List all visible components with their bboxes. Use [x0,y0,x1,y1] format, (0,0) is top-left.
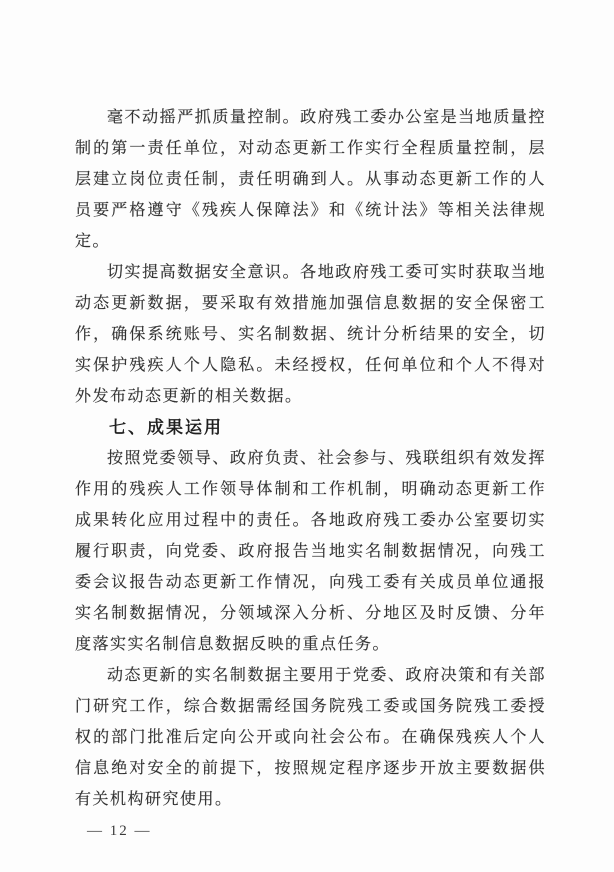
paragraph-responsibility-reporting: 按照党委领导、政府负责、社会参与、残联组织有效发挥作用的残疾人工作领导体制和工作机制，明确动态更新工作成果转化应用过程中的责任。各地政府残工委办公室要切实履行职责，向党委、政府报告当地实名制数据情况，向残工委会议报告动态更新工作情况，向残工委有关成员单位通报实名制数据情况，分领域深入分析、分地区及时反馈、分年度落实实名制信息数据反映的重点任务。 [75,450,546,653]
paragraph-quality-control: 毫不动摇严抓质量控制。政府残工委办公室是当地质量控制的第一责任单位，对动态更新工作实行全程质量控制，层层建立岗位责任制，责任明确到人。从事动态更新工作的人员要严格遵守《残疾人保障法》和《统计法》等相关法律规定。 [75,109,546,250]
section-heading-results-application: 七、成果运用 [109,418,223,437]
page-number: — 12 — [87,823,152,839]
paragraph-data-security: 切实提高数据安全意识。各地政府残工委可实时获取当地动态更新数据，要采取有效措施加强信息数据的安全保密工作，确保系统账号、实名制数据、统计分析结果的安全，切实保护残疾人个人隐私。未经授权，任何单位和个人不得对外发布动态更新的相关数据。 [75,264,546,405]
paragraph-data-usage: 动态更新的实名制数据主要用于党委、政府决策和有关部门研究工作，综合数据需经国务院残工委或国务院残工委授权的部门批准后定向公开或向社会公布。在确保残疾人个人信息绝对安全的前提下，按照规定程序逐步开放主要数据供有关机构研究使用。 [75,667,546,808]
